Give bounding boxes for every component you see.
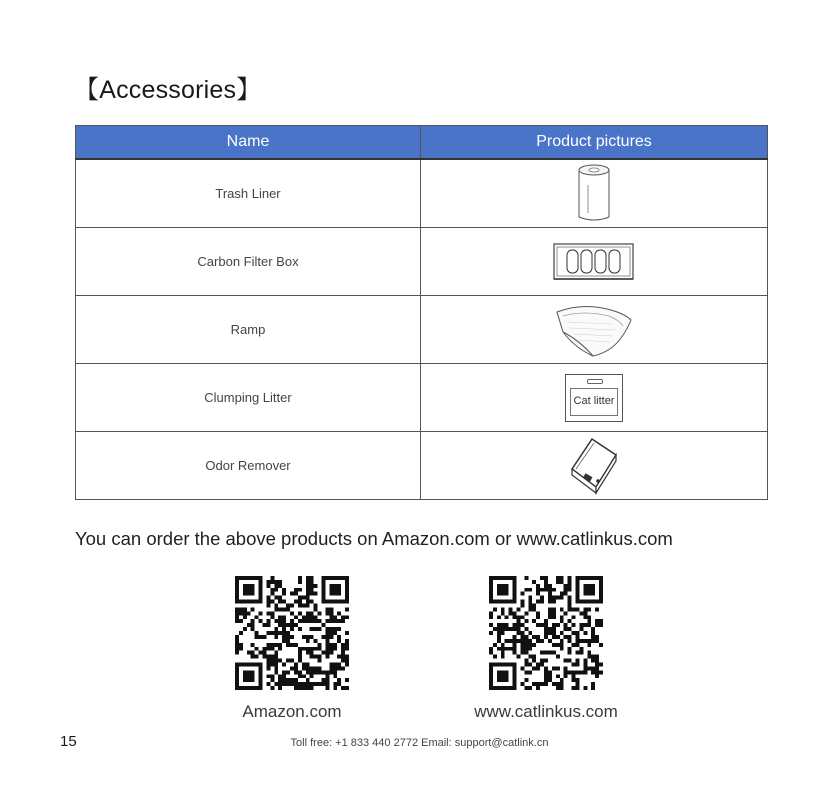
trash-liner-roll-icon (574, 163, 614, 225)
table-row (76, 364, 768, 432)
table-header-row (76, 126, 768, 160)
row-picture (421, 364, 768, 432)
bag-handle (587, 379, 603, 384)
order-info-text: You can order the above products on Amazon.com or www.catlinkus.com (75, 528, 673, 549)
odor-remover-icon (568, 435, 620, 497)
accessories-table (75, 125, 768, 500)
row-picture (421, 432, 768, 500)
row-name: Ramp (76, 296, 421, 364)
row-name: Trash Liner (76, 159, 421, 228)
row-name: Clumping Litter (76, 364, 421, 432)
row-picture (421, 228, 768, 296)
footer-contact: Toll free: +1 833 440 2772 Email: support@catlink.cn (290, 737, 549, 749)
qr-code-icon (489, 576, 603, 690)
row-picture (421, 159, 768, 228)
table-row (76, 228, 768, 296)
header-product-pictures: Product pictures (421, 126, 768, 160)
page-number: 15 (60, 733, 77, 750)
header-name: Name (76, 126, 421, 160)
row-name: Odor Remover (76, 432, 421, 500)
table-row (76, 432, 768, 500)
qr-code-icon (235, 576, 349, 690)
table-row (76, 159, 768, 228)
qr-label-catlinkus: www.catlinkus.com (474, 702, 618, 721)
cat-litter-bag-icon (565, 374, 623, 422)
table-row (76, 296, 768, 364)
bag-label-text: Cat litter (573, 394, 615, 407)
qr-label-amazon: Amazon.com (242, 702, 342, 721)
page-title: 【Accessories】 (74, 76, 262, 104)
row-picture (421, 296, 768, 364)
carbon-filter-box-icon (552, 241, 636, 283)
row-name: Carbon Filter Box (76, 228, 421, 296)
ramp-icon (553, 300, 635, 360)
